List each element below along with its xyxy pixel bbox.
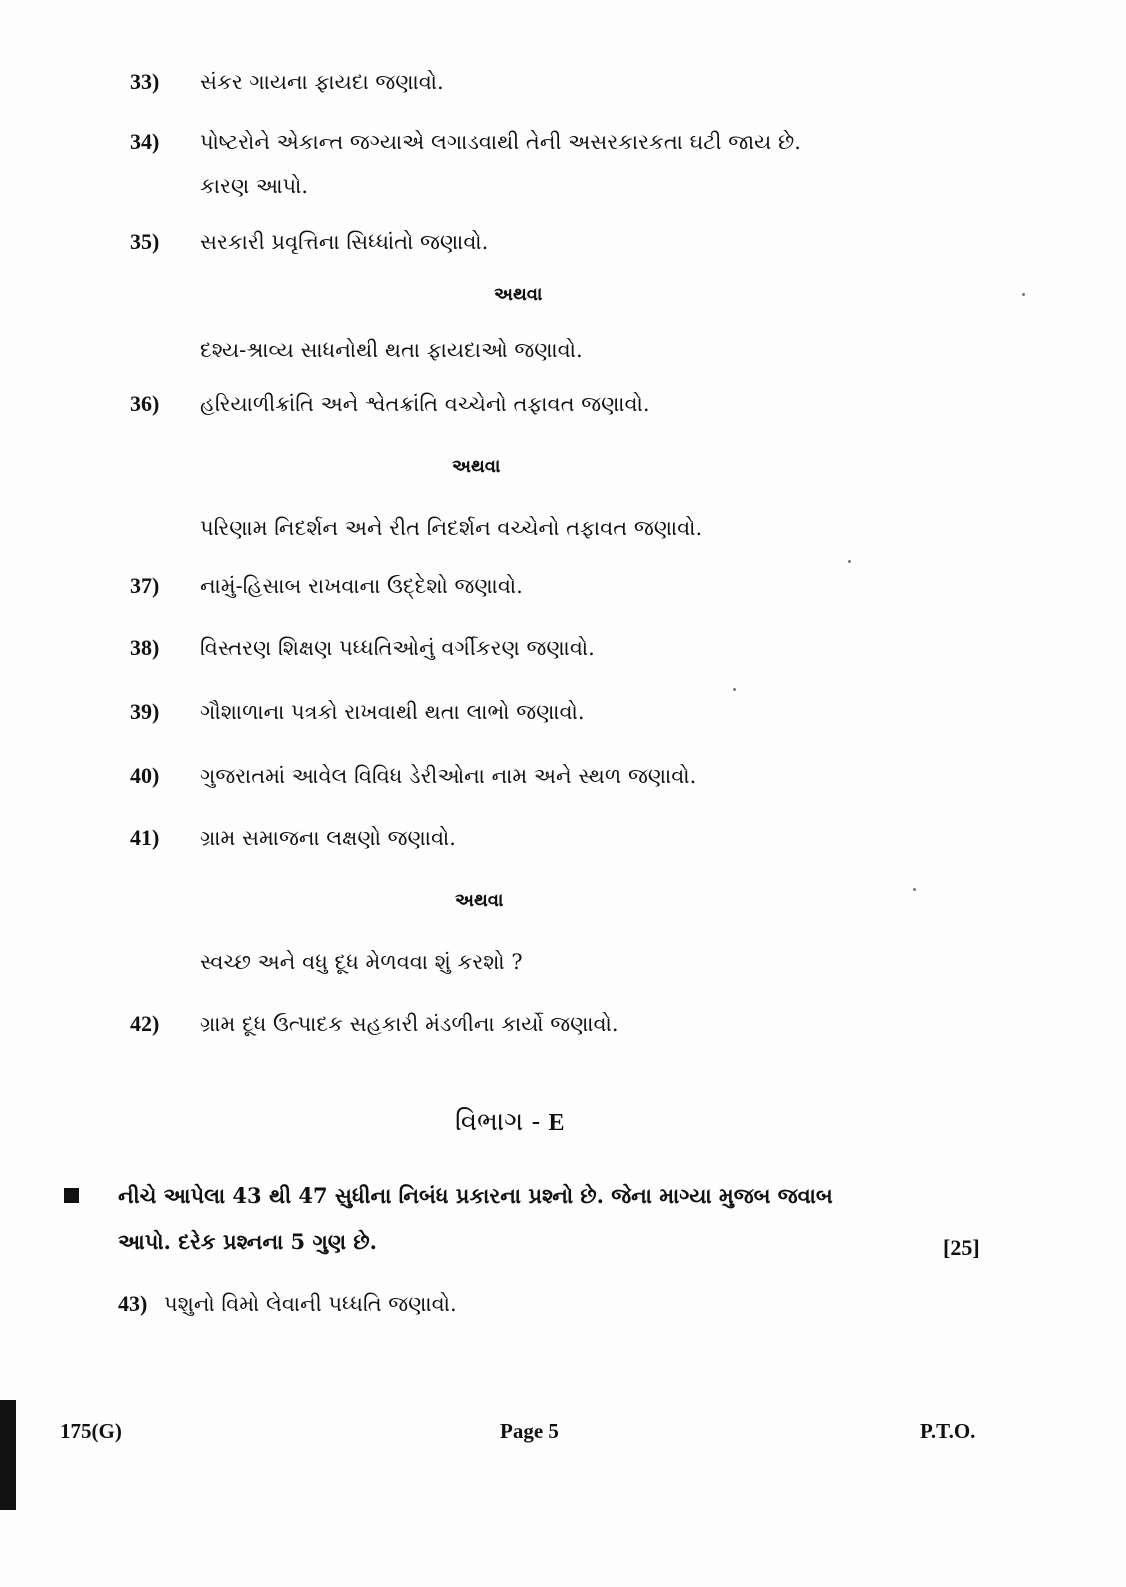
- question-text: હરિયાળીક્રાંતિ અને શ્વેતક્રાંતિ વચ્ચેનો તફાવત જણાવો.: [200, 392, 650, 416]
- section-heading: [455, 1102, 565, 1143]
- question-number: 42): [130, 1011, 160, 1036]
- question-text: વિસ્તરણ શિક્ષણ પધ્ધતિઓનું વર્ગીકરણ જણાવો.: [200, 636, 595, 660]
- or-label: અથવા: [452, 456, 501, 477]
- question-text: પોષ્ટરોને એકાન્ત જગ્યાએ લગાડવાથી તેની અસરકારકતા ઘટી જાય છે.: [200, 130, 801, 154]
- alternative-question-35: દશ્ય-શ્રાવ્ય સાધનોથી થતા ફાયદાઓ જણાવો.: [200, 338, 583, 362]
- question-text: ગ્રામ દૂધ ઉત્પાદક સહકારી મંડળીના કાર્યો જણાવો.: [200, 1012, 619, 1036]
- pto-label: P.T.O.: [920, 1419, 976, 1443]
- or-label: અથવા: [494, 284, 543, 305]
- paper-code: 175(G): [60, 1419, 122, 1443]
- scan-speck: [848, 560, 851, 563]
- question-number: 36): [130, 391, 160, 416]
- section-instruction-line-2: આપો. દરેક પ્રશ્નના 5 ગુણ છે.: [118, 1229, 377, 1254]
- scan-speck: [733, 688, 736, 691]
- section-title: વિભાગ -: [455, 1107, 541, 1137]
- or-label: અથવા: [455, 890, 504, 911]
- question-text: પશુનો વિમો લેવાની પધ્ધતિ જણાવો.: [164, 1292, 457, 1316]
- section-instruction-line-1: નીચે આપેલા 43 થી 47 સુધીના નિબંધ પ્રકારના પ્રશ્નો છે. જેના માગ્યા મુજબ જવાબ: [118, 1183, 833, 1208]
- question-number: 41): [130, 825, 160, 850]
- question-text: સંકર ગાયના ફાયદા જણાવો.: [200, 70, 444, 94]
- section-letter: E: [548, 1110, 565, 1136]
- question-number: 39): [130, 699, 160, 724]
- question-number: 38): [130, 635, 160, 660]
- question-text: ગૌશાળાના પત્રકો રાખવાથી થતા લાભો જણાવો.: [200, 700, 585, 724]
- scan-speck: [1022, 293, 1025, 296]
- question-number: 35): [130, 229, 160, 254]
- question-number: 33): [130, 69, 160, 94]
- question-text: ગુજરાતમાં આવેલ વિવિધ ડેરીઓના નામ અને સ્થળ જણાવો.: [200, 764, 697, 788]
- question-number: 40): [130, 763, 160, 788]
- question-text: નામું-હિસાબ રાખવાના ઉદ્દેશો જણાવો.: [200, 574, 523, 598]
- binding-edge: [0, 1400, 16, 1510]
- page-number: Page 5: [500, 1419, 559, 1443]
- question-number: 34): [130, 129, 160, 154]
- question-number: 43): [118, 1291, 148, 1316]
- square-bullet-icon: [64, 1188, 79, 1203]
- scan-speck: [913, 888, 916, 891]
- section-marks: [25]: [943, 1235, 980, 1260]
- alternative-question-36: પરિણામ નિદર્શન અને રીત નિદર્શન વચ્ચેનો તફાવત જણાવો.: [200, 516, 703, 540]
- question-number: 37): [130, 573, 160, 598]
- question-text: સરકારી પ્રવૃત્તિના સિધ્ધાંતો જણાવો.: [200, 230, 489, 254]
- question-text: ગ્રામ સમાજના લક્ષણો જણાવો.: [200, 826, 456, 850]
- alternative-question-41: સ્વચ્છ અને વધુ દૂધ મેળવવા શું કરશો ?: [200, 950, 523, 974]
- question-34-continuation: કારણ આપો.: [200, 174, 309, 198]
